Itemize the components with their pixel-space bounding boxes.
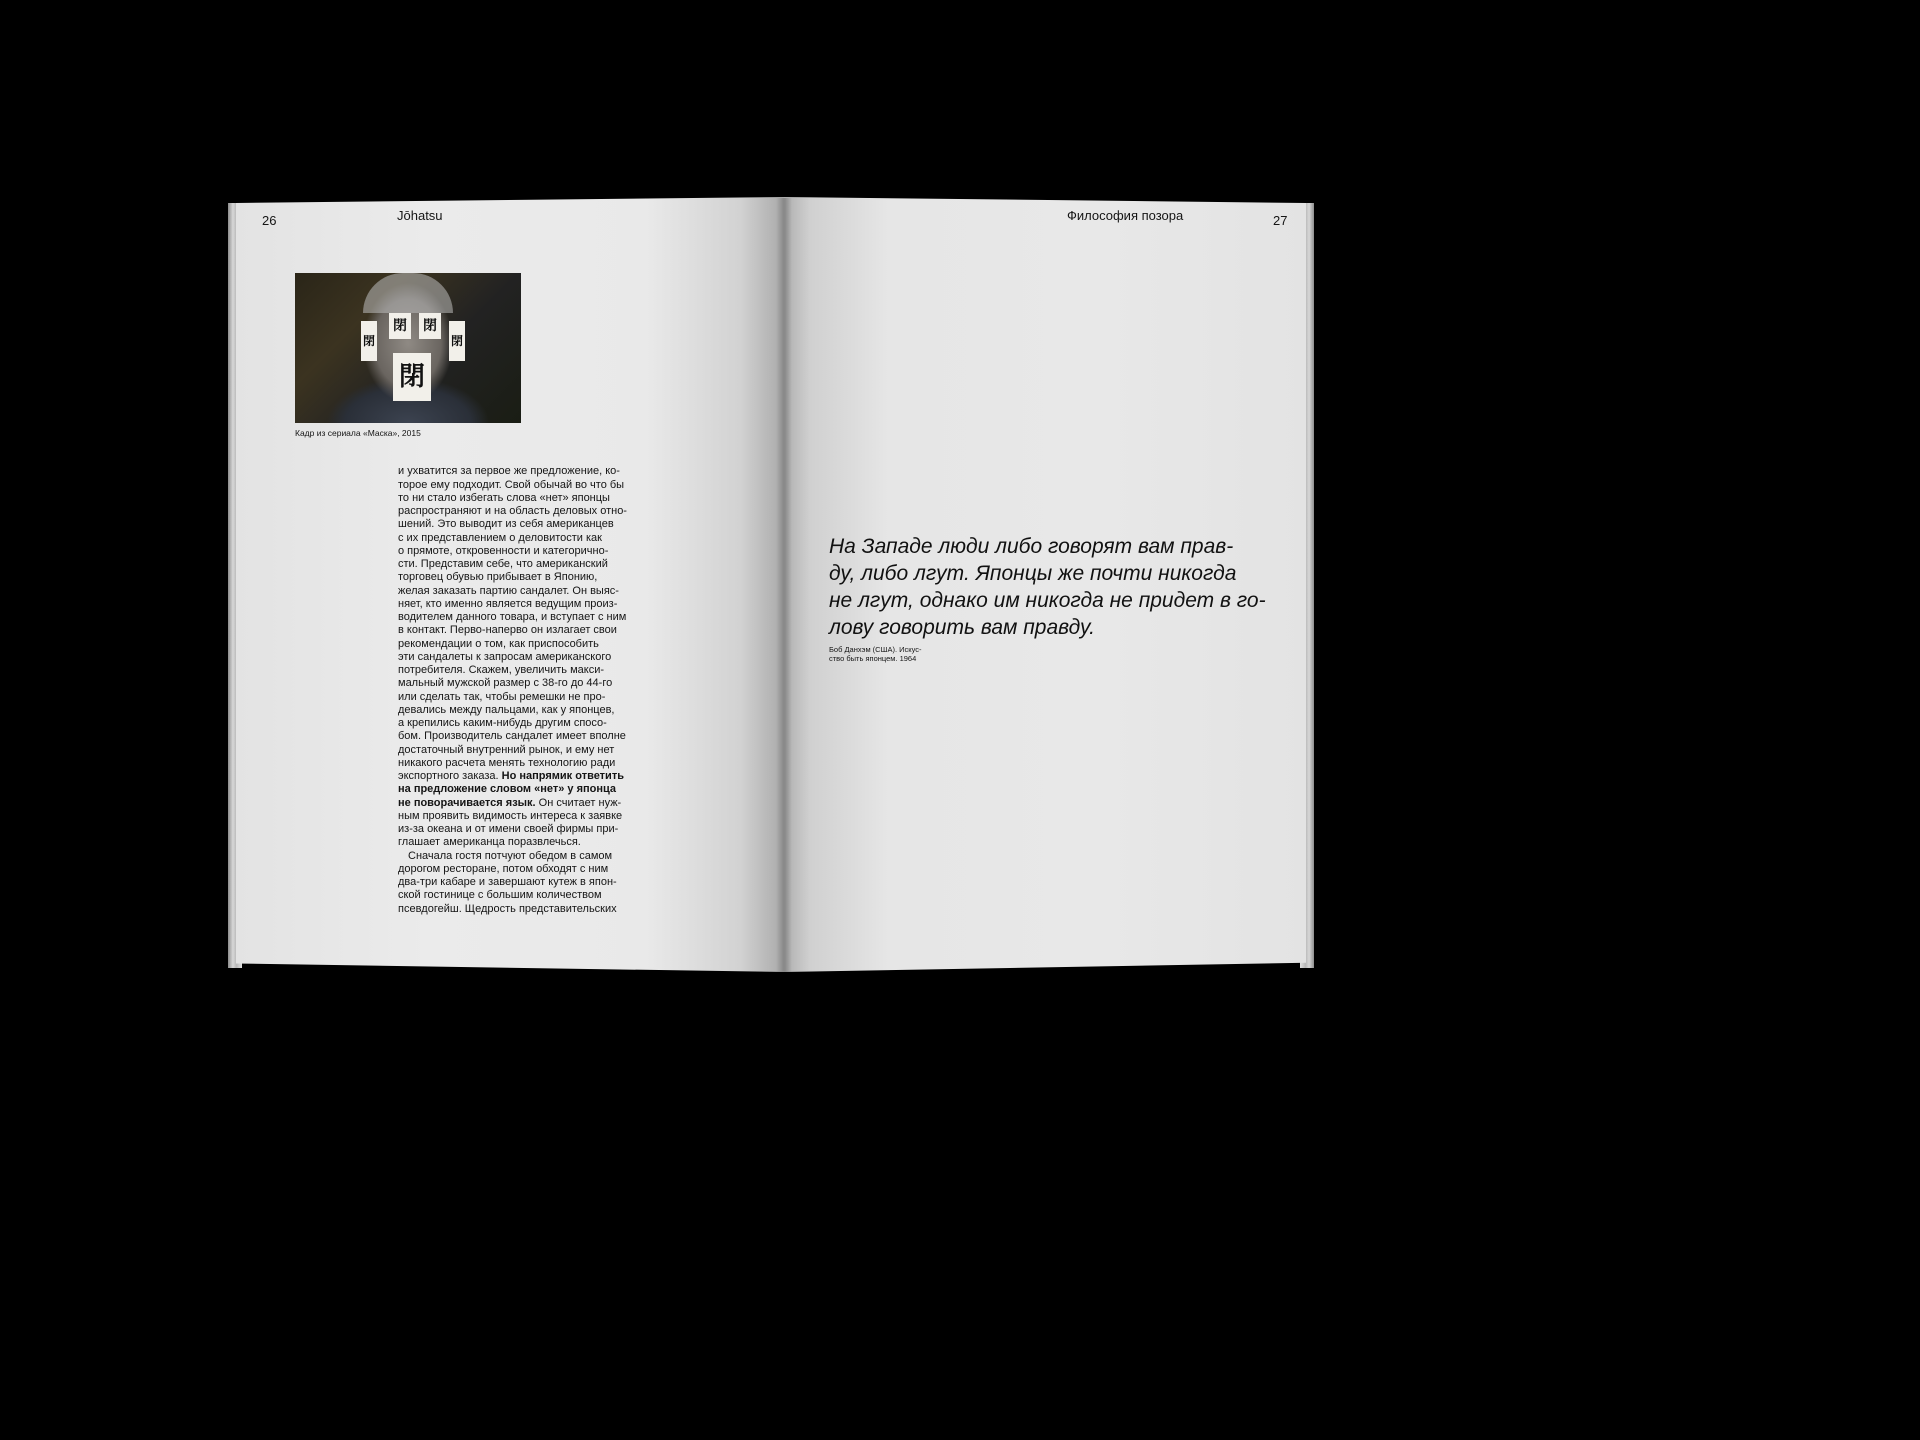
pull-quote: На Западе люди либо говорят вам прав- ду, либо лгут. Японцы же почти никогда не лгут, однако им никогда не придет в го- лову говорить вам правду.: [829, 535, 1266, 639]
body-paragraph-1-tail: Он считает нуж- ным проявить видимость интереса к заявке из-за океана и от имени своей фирмы при- глашает американца поразвлечься.: [398, 796, 623, 849]
right-page-number: 27: [1273, 213, 1288, 228]
paper-tag-left-ear: 閉: [361, 321, 377, 361]
hair-shape: [363, 273, 453, 313]
paper-tag-right-eye: 閉: [419, 313, 441, 339]
body-paragraph-1: и ухватится за первое же предложение, ко- торое ему подходит. Свой обычай во что бы то ни стало избегать слова «нет» японцы распространяют и на область деловых отно- шений. Это выводит из себя американцев с их представлением о деловитости как о прямоте, откровенности и категорично- сти. Представим себе, что американский торговец обувью прибывает в Японию, желая заказать партию сандалет. Он выяс- няет, кто именно является ведущим произ- водителем данного товара, и вступает с ним в контакт. Перво-наперво он излагает свои рекомендации о том, как приспособить эти сандалеты к запросам американского потребителя. Скажем, увеличить макси- мальный мужской размер с 38-го до 44-го или сделать так, чтобы ремешки не про- девались между пальцами, как у японцев, а крепились каким-нибудь другим спосо- бом. Производитель сандалет имеет вполне достаточный внутренний рынок, и ему нет никакого расчета менять технологию ради экспортного заказа.: [398, 465, 627, 782]
left-running-head: Jōhatsu: [397, 208, 443, 223]
body-paragraph-2: Сначала гостя потчуют обедом в самом дорогом ресторане, потом обходят с ним два-три кабаре и завершают кутеж в япон- ской гостинице с большим количеством псевдогейш. Щедрость представительских: [398, 849, 617, 915]
paper-tag-mouth: 閉: [393, 353, 431, 401]
quote-source: Боб Данхэм (США). Искус- ство быть японцем. 1964: [829, 645, 922, 663]
paper-tag-right-ear: 閉: [449, 321, 465, 361]
body-bold-emphasis: Но напрямик ответить на предложение словом «нет» у японца не поворачивается язык.: [398, 770, 624, 809]
right-running-head: Философия позора: [1067, 208, 1184, 223]
book-gutter: [776, 198, 792, 974]
paper-tag-left-eye: 閉: [389, 313, 411, 339]
photo-caption: Кадр из сериала «Маска», 2015: [295, 428, 421, 438]
photo-man-with-paper-masks: [295, 273, 521, 423]
left-page-number: 26: [262, 213, 277, 228]
body-text-column: [398, 452, 648, 916]
